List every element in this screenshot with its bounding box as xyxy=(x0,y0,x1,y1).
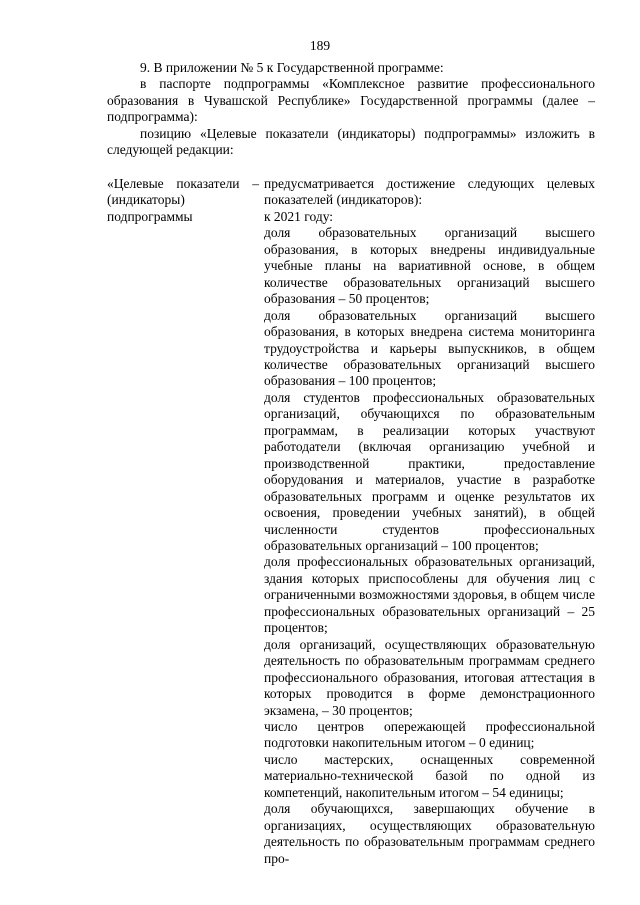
passport-lead: предусматривается достижение следующих целевых показателей (индикаторов): xyxy=(264,176,595,208)
passport-content xyxy=(264,176,595,867)
passport-label: «Целевые показатели – (индикаторы) подпрограммы xyxy=(107,176,259,224)
indicator-item: доля обучающихся, завершающих обучение в организациях, осуществляющих образовательную деятельность по образовательным программам среднего про- xyxy=(264,801,595,866)
amendment-position-paragraph: позицию «Целевые показатели (индикаторы) подпрограммы» изложить в следующей редакции: xyxy=(107,125,595,158)
indicator-item: число центров опережающей профессиональной подготовки накопительным итогом – 0 единиц; xyxy=(264,718,595,751)
amendment-passport-paragraph: в паспорте подпрограммы «Комплексное развитие профессионального образования в Чувашской Республике» Государственной программы (далее – подпрограмма): xyxy=(107,76,595,125)
indicator-item: доля студентов профессиональных образовательных организаций, обучающихся по образовательным программам, в реализации которых участвуют работодатели (включая организацию учебной и производственной практики, предоставление оборудования и материалов, участие в разработке образовательных программ и оценке результатов их освоения, проведении учебных занятий), в общей численности студентов профессиональных образовательных организаций – 100 процентов; xyxy=(264,389,595,553)
page-number: 189 xyxy=(309,38,331,53)
indicator-item: доля образовательных организаций высшего образования, в которых внедрены индивидуальные учебные планы на вариативной основе, в общем количестве образовательных организаций высшего образования – 50 процентов; xyxy=(264,225,595,307)
indicator-item: доля профессиональных образовательных организаций, здания которых приспособлены для обучения лиц с ограниченными возможностями здоровья, в общем числе профессиональных образовательных организаций – 25 процентов; xyxy=(264,554,595,636)
intro-text xyxy=(107,60,595,158)
amendment-heading: 9. В приложении № 5 к Государственной программе: xyxy=(140,60,444,75)
indicator-item: доля образовательных организаций высшего образования, в которых внедрена система мониторинга трудоустройства и карьеры выпускников, в общем количестве образовательных организаций высшего образования – 100 процентов; xyxy=(264,307,595,389)
indicator-item: доля организаций, осуществляющих образовательную деятельность по образовательным программам среднего профессионального образования, итоговая аттестация в которых проводится в форме демонстрационного экзамена, – 30 процентов; xyxy=(264,636,595,718)
indicator-item: число мастерских, оснащенных современной материально-технической базой по одной из компетенций, накопительным итогом – 54 единицы; xyxy=(264,751,595,800)
passport-year: к 2021 году: xyxy=(264,208,334,224)
